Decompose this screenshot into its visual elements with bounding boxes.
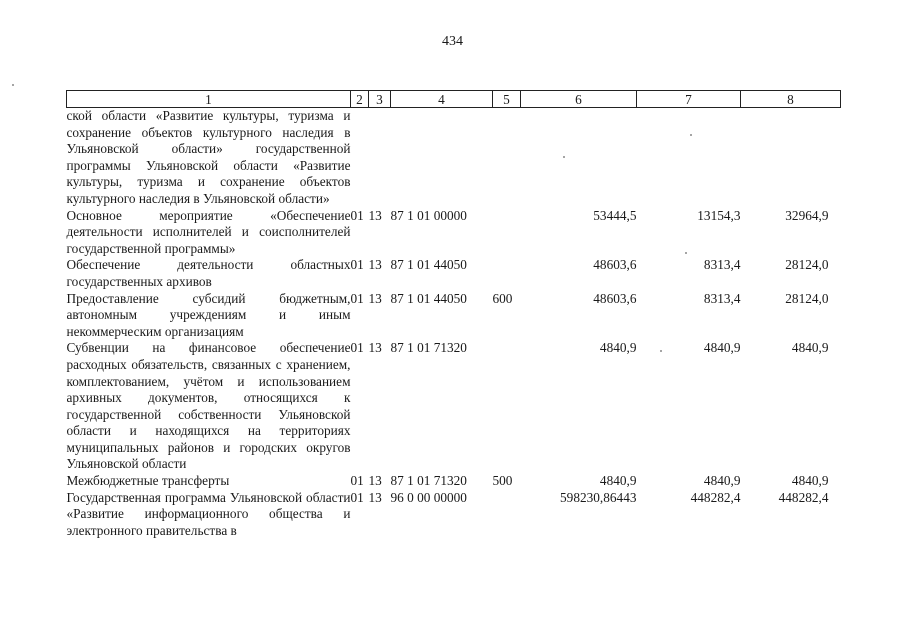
table-row (67, 208, 841, 258)
row-amount-col8: 28124,0 (785, 257, 829, 273)
row-amount-col7: 8313,4 (703, 257, 741, 273)
column-header-6: 6 (521, 91, 637, 108)
row-amount-col7: 4840,9 (703, 473, 741, 489)
scan-speck (563, 156, 565, 158)
row-amount-col8 (741, 108, 841, 208)
table-row (67, 291, 841, 341)
column-header-1: 1 (67, 91, 351, 108)
row-subsection: 13 (368, 473, 382, 489)
row-target-code: 87 1 01 71320 (390, 473, 467, 489)
row-section: 01 (350, 207, 364, 223)
column-header-4: 4 (391, 91, 493, 108)
table-row (67, 257, 841, 290)
row-subsection: 13 (368, 207, 382, 223)
scan-speck (660, 350, 662, 352)
row-amount-col6: 48603,6 (593, 290, 637, 306)
column-header-2: 2 (351, 91, 369, 108)
row-subsection: 13 (368, 257, 382, 273)
row-amount-col8: 448282,4 (778, 489, 829, 505)
table-header-row (67, 91, 841, 108)
row-section: 01 (350, 340, 364, 356)
row-expense-type (493, 340, 521, 473)
row-amount-col7: 4840,9 (703, 340, 741, 356)
row-target-code (391, 108, 493, 208)
row-expense-type (493, 257, 521, 290)
row-name: Межбюджетные трансферты (66, 473, 230, 489)
row-section: 01 (350, 257, 364, 273)
column-header-3: 3 (369, 91, 391, 108)
row-subsection: 13 (368, 340, 382, 356)
row-amount-col6: 4840,9 (599, 473, 637, 489)
table-row (67, 340, 841, 473)
row-amount-col6: 53444,5 (593, 207, 637, 223)
scan-speck (685, 252, 687, 254)
row-section: 01 (350, 489, 364, 505)
row-expense-type (493, 208, 521, 258)
row-name: Обеспечение деятельности областных государственных архивов (66, 257, 351, 289)
row-amount-col6: 598230,86443 (560, 489, 637, 505)
row-name: Основное мероприятие «Обеспечение деятельности исполнителей и соисполнителей государственной программы» (66, 207, 351, 256)
row-name: ской области «Развитие культуры, туризма и сохранение объектов культурного наследия в Ульяновской области» государственной программы Ульяновской области «Развитие культуры, туризма и сохранение объектов культурного наследия в Ульяновской области» (66, 108, 351, 206)
row-amount-col7: 8313,4 (703, 290, 741, 306)
row-target-code: 96 0 00 00000 (390, 489, 467, 505)
row-target-code: 87 1 01 71320 (390, 340, 467, 356)
row-amount-col6: 4840,9 (599, 340, 637, 356)
row-section: 01 (350, 473, 364, 489)
row-section: 01 (350, 290, 364, 306)
budget-table (66, 90, 841, 539)
row-subsection (369, 108, 391, 208)
column-header-5: 5 (493, 91, 521, 108)
row-amount-col7: 13154,3 (697, 207, 741, 223)
row-target-code: 87 1 01 44050 (390, 290, 467, 306)
row-amount-col8: 4840,9 (791, 340, 829, 356)
scan-speck (12, 84, 14, 86)
row-target-code: 87 1 01 44050 (390, 257, 467, 273)
page-number: 434 (442, 34, 463, 49)
row-amount-col8: 32964,9 (785, 207, 829, 223)
row-amount-col8: 4840,9 (791, 473, 829, 489)
row-expense-type (493, 108, 521, 208)
table-row (67, 490, 841, 540)
row-subsection: 13 (368, 489, 382, 505)
row-expense-type: 500 (492, 473, 513, 489)
row-name: Субвенции на финансовое обеспечение расходных обязательств, связанных с хранением, комплектованием, учётом и использованием архивных документов, относящихся к государственной собственности Ульяновской области и находящихся на территориях муниципальных районов и городских округов Ульяновской области (66, 340, 351, 472)
column-header-8: 8 (741, 91, 841, 108)
row-amount-col7: 448282,4 (690, 489, 741, 505)
row-amount-col6 (521, 108, 637, 208)
column-header-7: 7 (637, 91, 741, 108)
table-row (67, 108, 841, 208)
row-amount-col7 (637, 108, 741, 208)
row-section (351, 108, 369, 208)
scan-speck (690, 134, 692, 136)
row-name: Государственная программа Ульяновской области «Развитие информационного общества и электронного правительства в (66, 489, 351, 538)
row-expense-type (493, 490, 521, 540)
row-amount-col8: 28124,0 (785, 290, 829, 306)
row-expense-type: 600 (492, 290, 513, 306)
table-row (67, 473, 841, 490)
row-target-code: 87 1 01 00000 (390, 207, 467, 223)
row-name: Предоставление субсидий бюджетным, автономным учреждениям и иным некоммерческим организациям (66, 290, 351, 339)
row-subsection: 13 (368, 290, 382, 306)
row-amount-col6: 48603,6 (593, 257, 637, 273)
